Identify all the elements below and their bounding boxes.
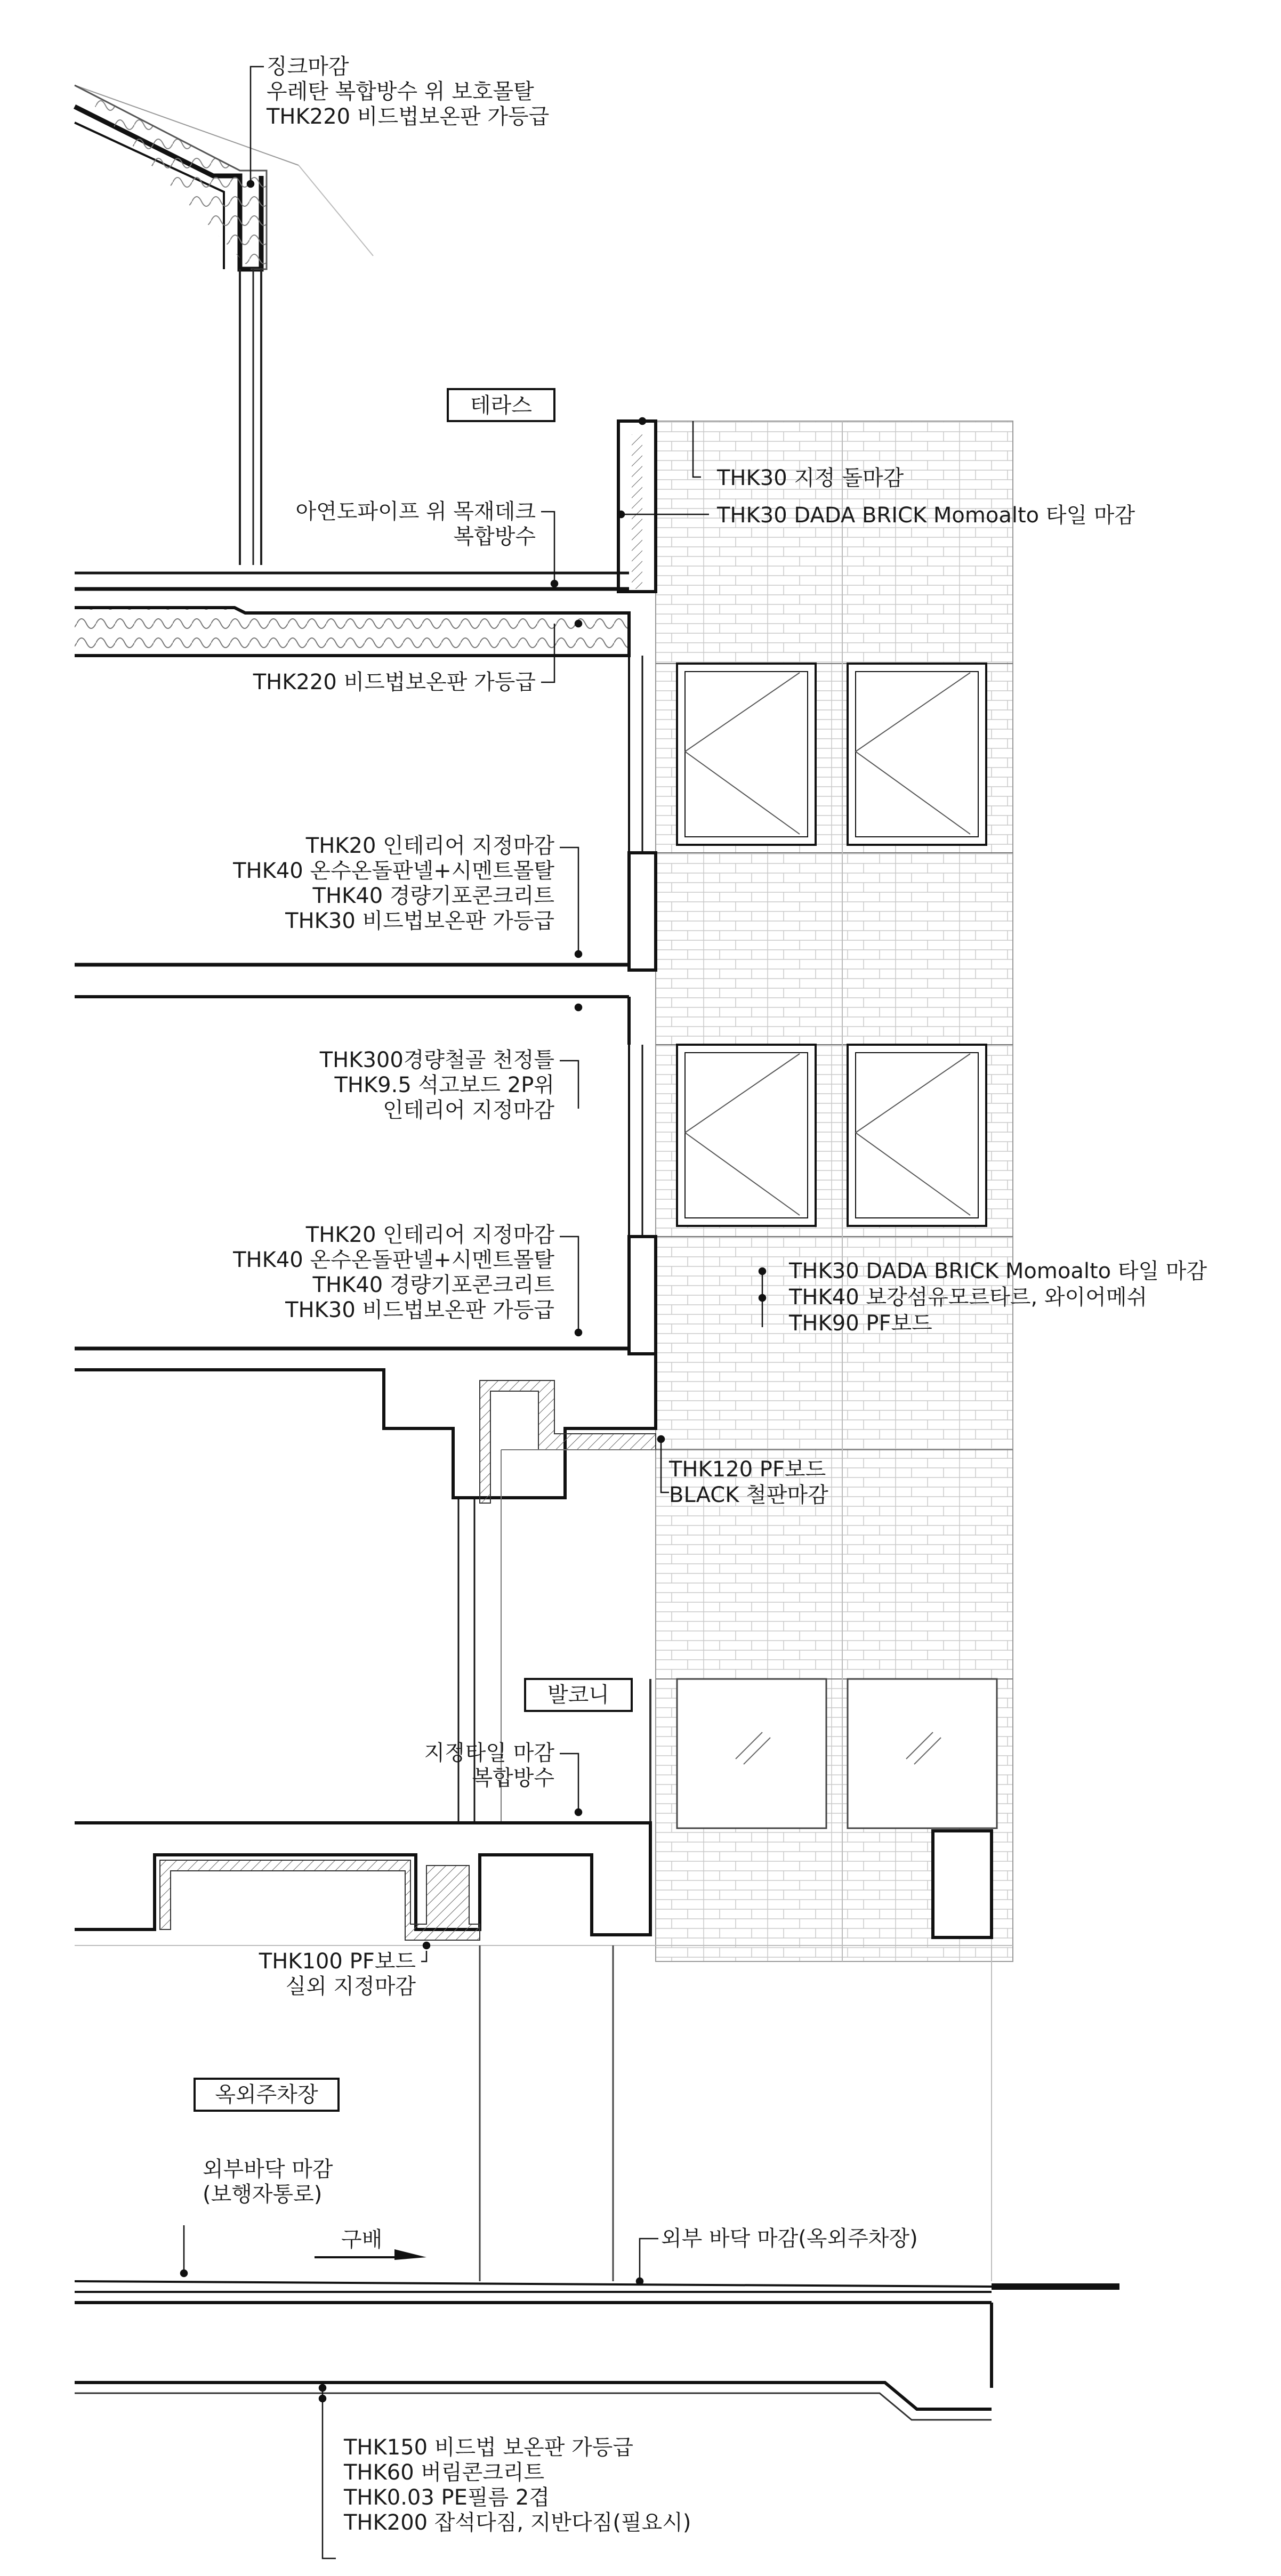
- annotation-soffit-2: BLACK 철판마감: [669, 1483, 828, 1507]
- annotation-floor2-2: THK40 온수온돌판넬+시멘트몰탈: [233, 1248, 554, 1272]
- annotation-foundation-3: THK0.03 PE필름 2겹: [344, 2485, 550, 2510]
- annotation-foundation-2: THK60 버림콘크리트: [344, 2460, 545, 2485]
- roof: [75, 85, 373, 565]
- annotation-terrace-deck-2: 복합방수: [453, 524, 536, 549]
- annotation-floor3-3: THK40 경량기포콘크리트: [312, 884, 554, 908]
- annotation-floor3-2: THK40 온수온돌판넬+시멘트몰탈: [233, 859, 554, 883]
- annotation-paving-2: (보행자통로): [203, 2182, 323, 2207]
- slope-label: 구배: [341, 2227, 383, 2252]
- annotation-coping: THK30 지정 돌마감: [717, 466, 904, 490]
- annotation-ceiling-2: THK9.5 석고보드 2P위: [334, 1073, 554, 1097]
- room-tag-parking: [195, 2079, 339, 2111]
- room-tag-terrace: [448, 389, 554, 421]
- annotation-pf-board-1: THK100 PF보드: [259, 1949, 416, 1974]
- annotation-floor2-1: THK20 인테리어 지정마감: [305, 1223, 554, 1247]
- balcony-label: 발코니: [547, 1683, 609, 1707]
- annotation-foundation-4: THK200 잡석다짐, 지반다짐(필요시): [344, 2510, 691, 2535]
- ground: [75, 2281, 1119, 2420]
- room-tag-balcony: [525, 1679, 632, 1711]
- annotation-ceiling-3: 인테리어 지정마감: [383, 1098, 554, 1123]
- annotation-soffit-1: THK120 PF보드: [669, 1457, 826, 1482]
- annotation-pf-board-2: 실외 지정마감: [285, 1974, 416, 1999]
- annotation-balcony-floor-1: 지정타일 마감: [424, 1741, 554, 1765]
- annotation-roof-finish-3: THK220 비드법보온판 가등급: [267, 104, 550, 129]
- annotation-terrace-insulation: THK220 비드법보온판 가등급: [253, 670, 536, 695]
- annotation-parapet-tile: THK30 DADA BRICK Momoalto 타일 마감: [717, 503, 1135, 528]
- annotation-floor2-4: THK30 비드법보온판 가등급: [285, 1298, 554, 1322]
- structure: [75, 421, 656, 1828]
- annotation-floor2-3: THK40 경량기포콘크리트: [312, 1273, 554, 1297]
- annotation-ceiling-1: THK300경량철골 천정틀: [319, 1048, 554, 1072]
- annotation-parking-floor: 외부 바닥 마감(옥외주차장): [661, 2226, 918, 2251]
- annotation-roof-finish-1: 징크마감: [267, 54, 349, 79]
- annotation-floor3-4: THK30 비드법보온판 가등급: [285, 909, 554, 933]
- annotation-floor3-1: THK20 인테리어 지정마감: [305, 834, 554, 858]
- parking-label: 옥외주차장: [215, 2082, 318, 2107]
- terrace-label: 테라스: [470, 393, 532, 418]
- annotation-wall-finish-3: THK90 PF보드: [789, 1311, 932, 1336]
- annotation-paving-1: 외부바닥 마감: [203, 2157, 333, 2182]
- slope-arrow: [315, 2227, 426, 2260]
- annotation-terrace-deck-1: 아연도파이프 위 목재데크: [295, 499, 536, 524]
- annotation-wall-finish-2: THK40 보강섬유모르타르, 와이어메쉬: [789, 1285, 1148, 1310]
- annotation-balcony-floor-2: 복합방수: [472, 1766, 554, 1790]
- annotation-roof-finish-2: 우레탄 복합방수 위 보호몰탈: [267, 79, 534, 104]
- annotation-foundation-1: THK150 비드법 보온판 가등급: [344, 2435, 633, 2460]
- annotation-wall-finish-1: THK30 DADA BRICK Momoalto 타일 마감: [789, 1259, 1207, 1283]
